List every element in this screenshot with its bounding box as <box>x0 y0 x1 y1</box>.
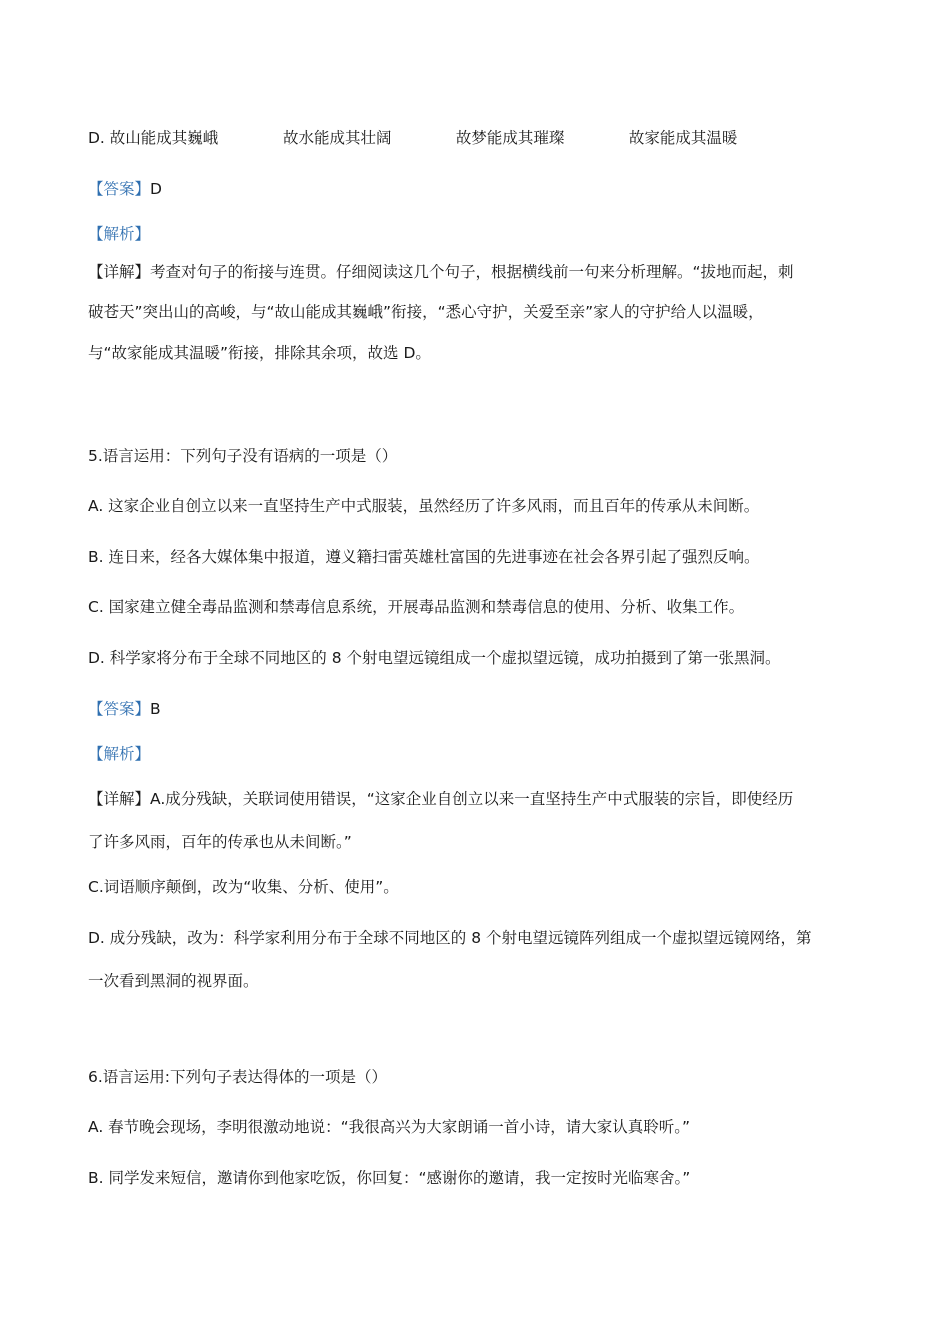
q4-option-d <box>88 128 868 148</box>
q4-option-d-part-3: 故梦能成其璀璨 <box>455 129 565 147</box>
q5-option-c: C. 国家建立健全毒品监测和禁毒信息系统，开展毒品监测和禁毒信息的使用、分析、收集工作。 <box>88 598 745 616</box>
q4-detail-line-2: 破苍天”突出山的高峻，与“故山能成其巍峨”衔接，“悉心守护，关爱至亲”家人的守护给人以温暖， <box>88 303 764 321</box>
q5-option-b: B. 连日来，经各大媒体集中报道，遵义籍扫雷英雄杜富国的先进事迹在社会各界引起了强烈反响。 <box>88 548 760 566</box>
detail-tag: 【详解】 <box>88 263 151 281</box>
q5-detail-line-3: C.词语顺序颠倒，改为“收集、分析、使用”。 <box>88 878 399 896</box>
q5-detail-line-2: 了许多风雨，百年的传承也从未间断。” <box>88 833 352 851</box>
q4-detail-line-3: 与“故家能成其温暖”衔接，排除其余项，故选 D。 <box>88 344 431 362</box>
detail-text: A.成分残缺，关联词使用错误，“这家企业自创立以来一直坚持生产中式服装的宗旨，即使经历 <box>150 790 794 808</box>
answer-tag: 【答案】 <box>88 180 151 198</box>
q4-answer <box>88 179 868 199</box>
q5-detail-line-4: D. 成分残缺，改为：科学家利用分布于全球不同地区的 8 个射电望远镜阵列组成一个虚拟望远镜网络，第 <box>88 929 812 947</box>
answer-value: B <box>150 700 161 718</box>
q5-detail-line-5: 一次看到黑洞的视界面。 <box>88 972 259 990</box>
q4-detail-line-1 <box>88 262 868 282</box>
q4-option-d-part-2: 故水能成其壮阔 <box>282 129 392 147</box>
q4-option-d-part-4: 故家能成其温暖 <box>628 129 738 147</box>
q5-option-d: D. 科学家将分布于全球不同地区的 8 个射电望远镜组成一个虚拟望远镜，成功拍摄到了第一张黑洞。 <box>88 649 781 667</box>
q5-analysis-tag: 【解析】 <box>88 745 151 763</box>
q5-option-a: A. 这家企业自创立以来一直坚持生产中式服装，虽然经历了许多风雨，而且百年的传承从未间断。 <box>88 497 760 515</box>
q6-option-a: A. 春节晚会现场，李明很激动地说：“我很高兴为大家朗诵一首小诗，请大家认真聆听。” <box>88 1118 690 1136</box>
q6-stem: 6.语言运用:下列句子表达得体的一项是（） <box>88 1068 388 1086</box>
q5-answer <box>88 699 868 719</box>
q4-option-d-part-1: D. 故山能成其巍峨 <box>88 129 219 147</box>
q4-analysis-tag: 【解析】 <box>88 225 151 243</box>
detail-text: 考查对句子的衔接与连贯。仔细阅读这几个句子，根据横线前一句来分析理解。“拔地而起，刺 <box>150 263 794 281</box>
q5-detail-line-1 <box>88 789 868 809</box>
answer-value: D <box>150 180 162 198</box>
detail-tag: 【详解】 <box>88 790 151 808</box>
q5-stem: 5.语言运用：下列句子没有语病的一项是（） <box>88 447 398 465</box>
q6-option-b: B. 同学发来短信，邀请你到他家吃饭，你回复：“感谢你的邀请，我一定按时光临寒舍。” <box>88 1169 691 1187</box>
answer-tag: 【答案】 <box>88 700 151 718</box>
